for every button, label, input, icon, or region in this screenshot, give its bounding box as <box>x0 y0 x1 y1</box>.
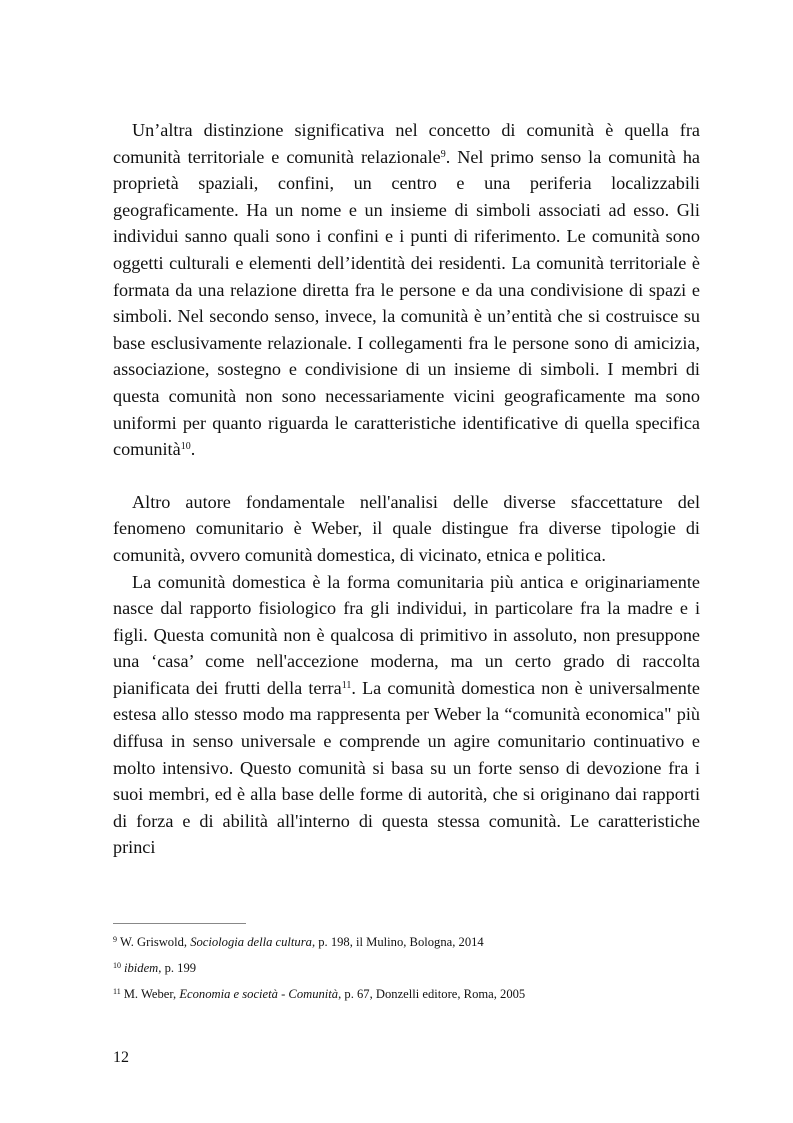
body-text <box>113 117 700 861</box>
footnote-title: ibidem <box>124 961 159 975</box>
text-run: . <box>190 439 196 460</box>
footnote-title: Sociologia della cultura <box>190 935 312 949</box>
footnote-text: W. Griswold, <box>120 935 191 949</box>
footnote-ref-9: 9 <box>440 148 446 160</box>
text-run: La comunità domestica è la forma comunitaria più antica e originariamente nasce dal rapporto fisiologico fra gli individui, in particolare fra la madre e i figli. Questa comunità non è qualcosa di primitivo in assoluto, non presuppone una ‘casa’ come nell'accezione moderna, ma un certo grado di raccolta pianificata dei frutti della terra <box>113 571 700 698</box>
paragraph-3 <box>113 569 700 862</box>
footnote-text: , p. 198, il Mulino, Bologna, 2014 <box>311 935 484 949</box>
footnote-text: , p. 199 <box>158 961 197 975</box>
text-run: Altro autore fondamentale nell'analisi delle diverse sfaccettature del fenomeno comunitario è Weber, il quale distingue fra diverse tipologie di comunità, ovvero comunità domestica, di vicinato, etnica e politica. <box>113 491 700 565</box>
footnote-title: Economia e società - Comunità <box>179 987 339 1001</box>
footnote-number: 10 <box>113 961 121 970</box>
footnote-text: , p. 67, Donzelli editore, Roma, 2005 <box>338 987 526 1001</box>
footnote-ref-11: 11 <box>341 679 352 691</box>
footnote-number: 9 <box>113 935 117 944</box>
footnote-number: 11 <box>113 987 121 996</box>
footnote-9 <box>113 934 700 950</box>
text-run: . La comunità domestica non è universalmente estesa allo stesso modo ma rappresenta per Weber la “comunità economica" più diffusa in senso universale e comprende un agire comunitario continuativo e molto intensivo. Questo comunità si basa su un forte senso di devozione fra i suoi membri, ed è alla base delle forme di autorità, che si originano dai rapporti di forza e di abilità all'interno di questa stessa comunità. Le caratteristiche princi <box>113 677 700 858</box>
page-number: 12 <box>113 1049 129 1066</box>
footnotes <box>113 934 700 1012</box>
text-run: . Nel primo senso la comunità ha proprietà spaziali, confini, un centro e una periferia localizzabili geograficamente. Ha un nome e un insieme di simboli associati ad esso. Gli individui sanno quali sono i confini e i punti di riferimento. Le comunità sono oggetti culturali e elementi dell’identità dei residenti. La comunità territoriale è formata da una relazione diretta fra le persone e da una condivisione di spazi e simboli. Nel secondo senso, invece, la comunità è un’entità che si costruisce su base esclusivamente relazionale. I collegamenti fra le persone sono di amicizia, associazione, sostegno e condivisione di un insieme di simboli. I membri di questa comunità non sono necessariamente vicini geograficamente ma sono uniformi per quanto riguarda le caratteristiche identificative di quella specifica comunità <box>113 146 700 460</box>
paragraph-1 <box>113 117 700 463</box>
text-run: Un’altra distinzione significativa nel concetto di comunità è quella fra comunità territoriale e comunità relazionale <box>113 120 700 167</box>
footnote-separator <box>113 923 246 924</box>
footnote-text: M. Weber, <box>123 987 180 1001</box>
footnote-11 <box>113 986 700 1002</box>
footnote-10 <box>113 960 700 976</box>
paragraph-2 <box>113 489 700 569</box>
footnote-ref-10: 10 <box>180 441 191 453</box>
